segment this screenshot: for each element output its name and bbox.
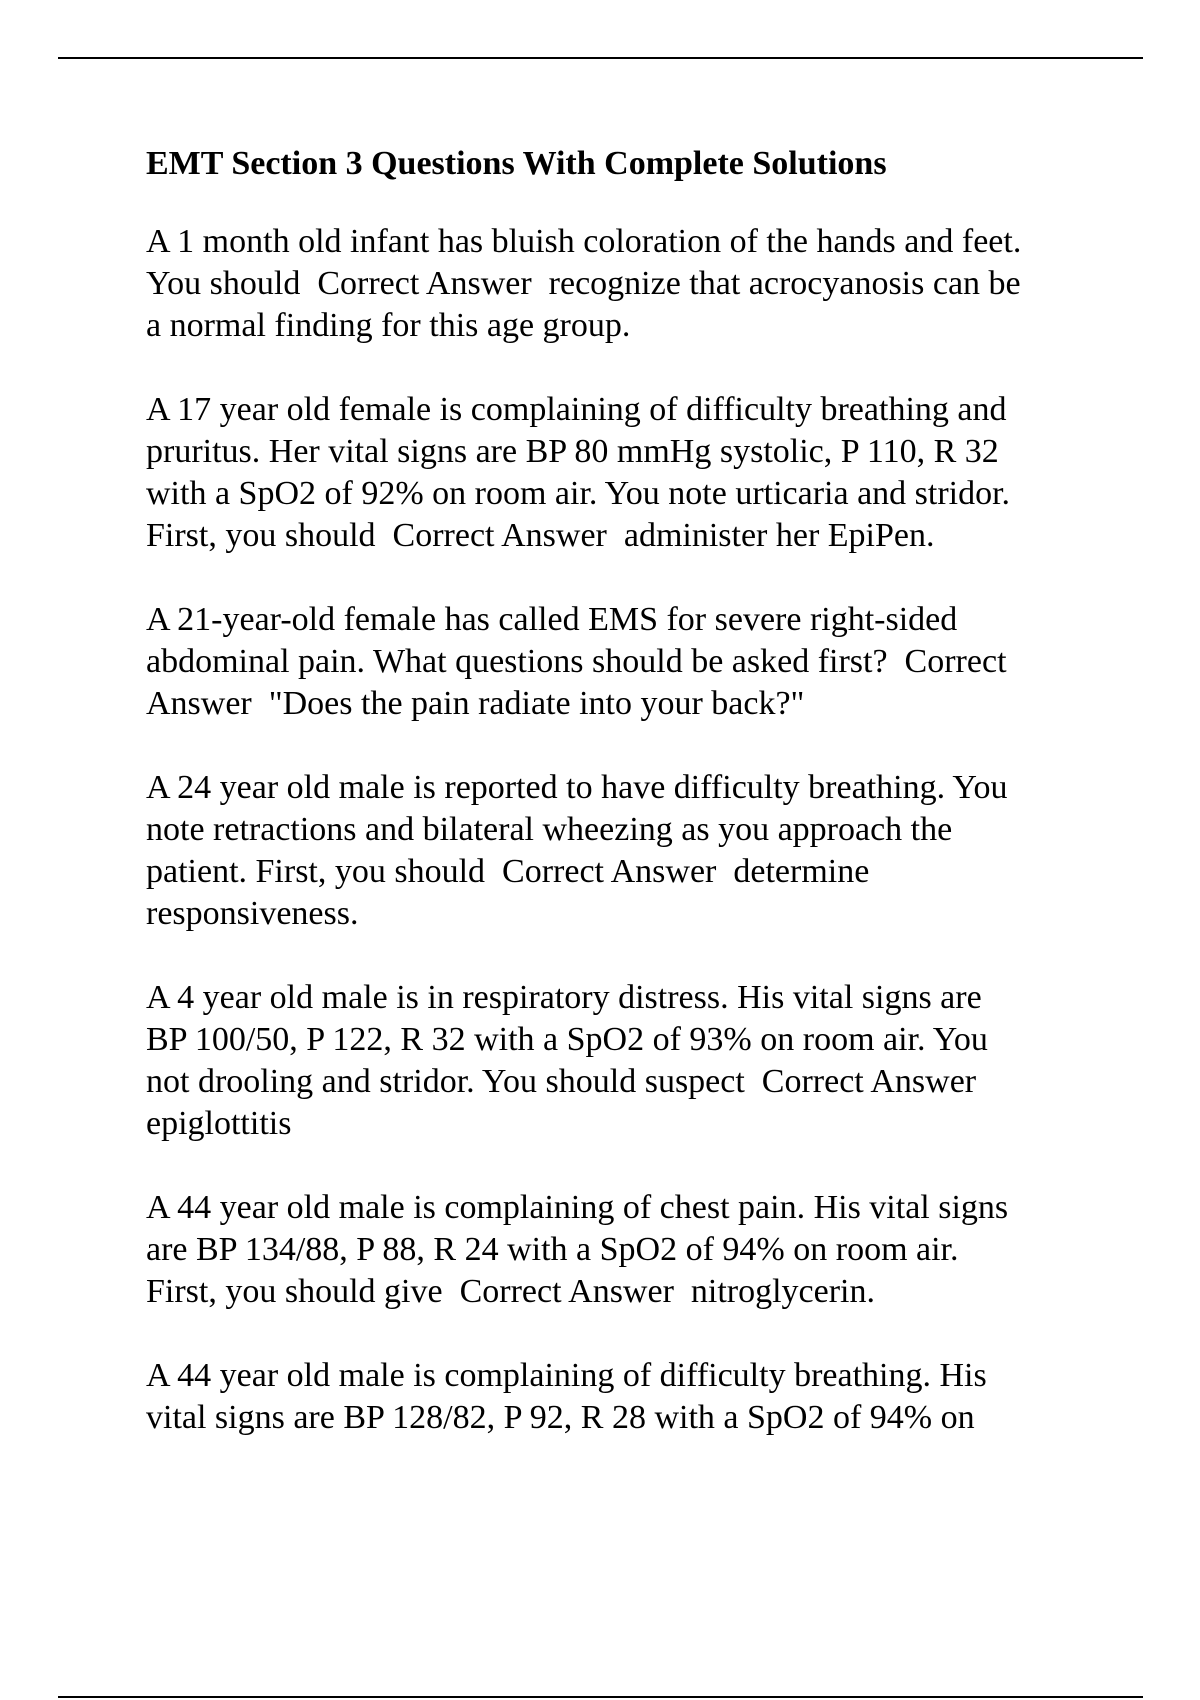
qa-line: You should Correct Answer recognize that acrocyanosis can be: [146, 265, 1021, 302]
qa-entry-1: [146, 221, 1106, 347]
qa-line: not drooling and stridor. You should suspect Correct Answer: [146, 1063, 977, 1100]
qa-line: A 17 year old female is complaining of difficulty breathing and: [146, 391, 1007, 428]
qa-line: a normal finding for this age group.: [146, 307, 631, 344]
qa-entry-4: [146, 767, 1106, 935]
qa-line: epiglottitis: [146, 1105, 292, 1142]
qa-line: abdominal pain. What questions should be asked first? Correct: [146, 643, 1007, 680]
qa-line: with a SpO2 of 92% on room air. You note urticaria and stridor.: [146, 475, 1011, 512]
qa-line: First, you should give Correct Answer nitroglycerin.: [146, 1273, 876, 1310]
qa-entry-3: [146, 599, 1106, 725]
qa-line: First, you should Correct Answer administer her EpiPen.: [146, 517, 935, 554]
qa-line: vital signs are BP 128/82, P 92, R 28 with a SpO2 of 94% on: [146, 1399, 975, 1436]
qa-line: note retractions and bilateral wheezing as you approach the: [146, 811, 953, 848]
bottom-divider: [58, 1696, 1143, 1698]
qa-line: are BP 134/88, P 88, R 24 with a SpO2 of 94% on room air.: [146, 1231, 959, 1268]
qa-line: responsiveness.: [146, 895, 359, 932]
qa-line: A 21-year-old female has called EMS for severe right-sided: [146, 601, 958, 638]
qa-line: pruritus. Her vital signs are BP 80 mmHg systolic, P 110, R 32: [146, 433, 999, 470]
document-title: EMT Section 3 Questions With Complete Solutions: [146, 145, 887, 182]
qa-line: A 1 month old infant has bluish coloration of the hands and feet.: [146, 223, 1022, 260]
qa-line: A 4 year old male is in respiratory distress. His vital signs are: [146, 979, 982, 1016]
qa-line: Answer "Does the pain radiate into your back?": [146, 685, 805, 722]
document-body: [146, 143, 1106, 1481]
qa-entry-7: [146, 1355, 1106, 1439]
qa-entry-5: [146, 977, 1106, 1145]
qa-entry-2: [146, 389, 1106, 557]
qa-line: A 44 year old male is complaining of difficulty breathing. His: [146, 1357, 987, 1394]
qa-line: patient. First, you should Correct Answer determine: [146, 853, 870, 890]
qa-line: BP 100/50, P 122, R 32 with a SpO2 of 93% on room air. You: [146, 1021, 988, 1058]
qa-line: A 44 year old male is complaining of chest pain. His vital signs: [146, 1189, 1009, 1226]
top-divider: [58, 57, 1143, 59]
qa-entry-6: [146, 1187, 1106, 1313]
qa-line: A 24 year old male is reported to have difficulty breathing. You: [146, 769, 1008, 806]
